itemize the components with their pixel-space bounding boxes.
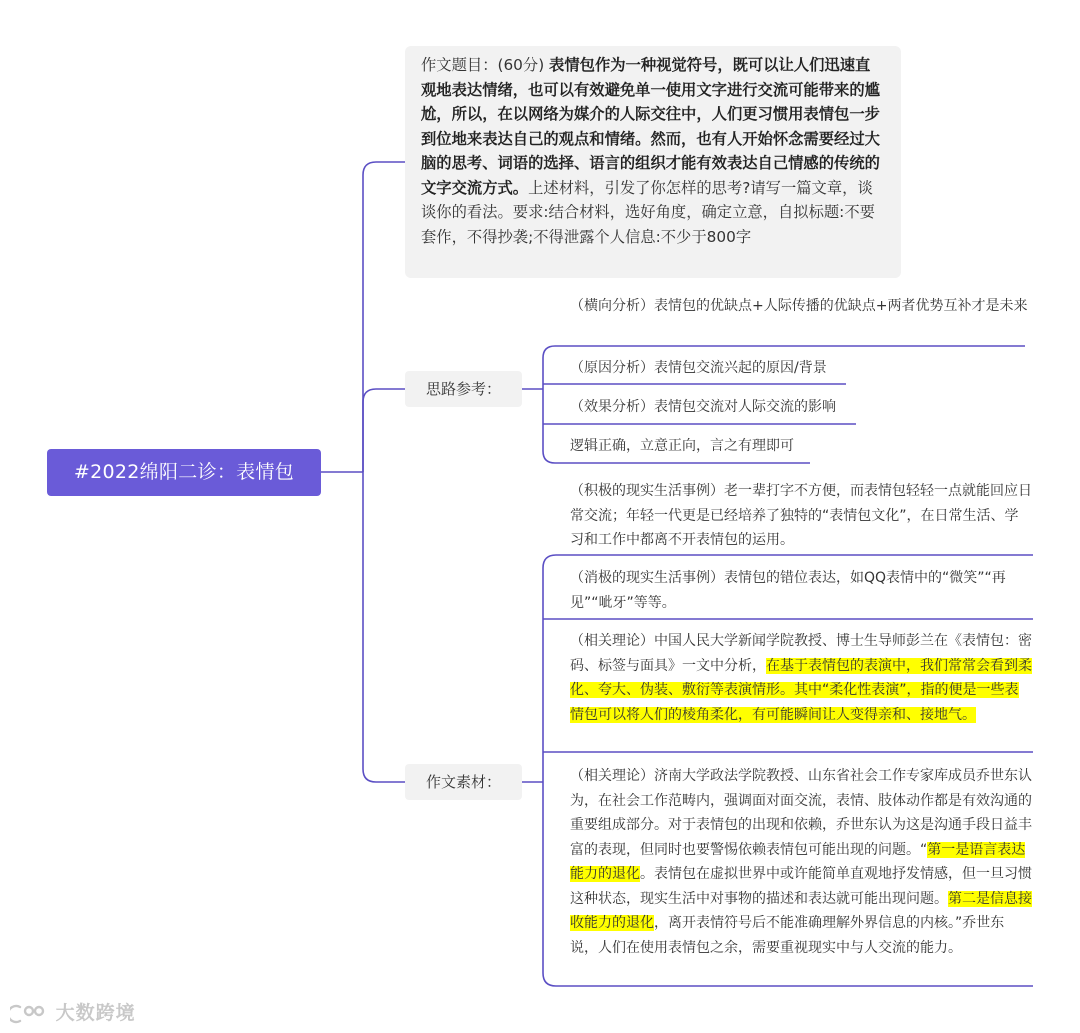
branch-material[interactable] <box>405 764 522 800</box>
theory1-text: （相关理论）中国人民大学新闻学院教授、博士生导师彭兰在《表情包：密码、标签与面具》一文中分析， <box>570 633 1032 674</box>
thinking-item-effect-text: （效果分析）表情包交流对人际交流的影响 <box>570 399 836 415</box>
root-node[interactable] <box>47 449 321 496</box>
material-positive-text: （积极的现实生活事例）老一辈打字不方便，而表情包轻轻一点就能回应日常交流；年轻一代更是已经培养了独特的“表情包文化”，在日常生活、学习和工作中都离不开表情包的运用。 <box>570 483 1032 548</box>
branch-thinking[interactable] <box>405 371 522 407</box>
material-theory-peng-lan[interactable] <box>570 629 1032 727</box>
thinking-item-horizontal-text: （横向分析）表情包的优缺点+人际传播的优缺点+两者优势互补才是未来 <box>570 298 1028 314</box>
material-negative-example[interactable] <box>570 566 1030 615</box>
thinking-item-logic[interactable] <box>570 434 810 459</box>
theory2-text-c: ，离开表情符号后不能准确理解外界信息的内核。”乔世东说，人们在使用表情包之余，需要重视现实中与人交流的能力。 <box>570 915 1005 956</box>
watermark-text: 大数跨境 <box>55 1002 136 1024</box>
watermark <box>10 998 136 1026</box>
theory2-highlight-1: 第一是语言表达能力的退化 <box>570 841 1026 882</box>
thinking-item-horizontal[interactable] <box>570 294 1030 319</box>
theory2-text-b: 。表情包在虚拟世界中或许能简单直观地抒发情感，但一旦习惯这种状态，现实生活中对事物的描述和表达就可能出现问题。 <box>570 866 1032 907</box>
topic-bold-text: 表情包作为一种视觉符号，既可以让人们迅速直观地表达情绪，也可以有效避免单一使用文字进行交流可能带来的尴尬，所以，在以网络为媒介的人际交往中，人们更习惯用表情包一步到位地来表达自己的观点和情绪。然而，也有人开始怀念需要经过大脑的思考、词语的选择、语言的组织才能有效表达自己情感的传统的文字交流方式。 <box>421 56 880 197</box>
thinking-item-effect[interactable] <box>570 395 860 420</box>
material-positive-example[interactable] <box>570 479 1032 553</box>
watermark-logo-icon <box>10 1002 48 1026</box>
material-negative-text: （消极的现实生活事例）表情包的错位表达，如QQ表情中的“微笑”“再见”“呲牙”等等。 <box>570 570 1006 611</box>
topic-rest-text: 上述材料，引发了你怎样的思考?请写一篇文章，谈谈你的看法。要求:结合材料，选好角度，确定立意，自拟标题:不要套作，不得抄袭;不得泄露个人信息:不少于800字 <box>421 178 875 246</box>
material-theory-qiao-shidong[interactable] <box>570 764 1032 960</box>
topic-prefix: 作文题目：(60分) <box>421 56 550 74</box>
theory2-highlight-2: 第二是信息接收能力的退化 <box>570 890 1032 931</box>
root-label: #2022绵阳二诊：表情包 <box>73 461 295 483</box>
thinking-item-logic-text: 逻辑正确，立意正向，言之有理即可 <box>570 438 794 454</box>
branch-material-label: 作文素材： <box>425 773 501 791</box>
thinking-item-cause[interactable] <box>570 356 850 381</box>
theory1-highlight: 在基于表情包的表演中，我们常常会看到柔化、夸大、伪装、敷衍等表演情形。其中“柔化性表演”，指的便是一些表情包可以将人们的棱角柔化，有可能瞬间让人变得亲和、接地气。 <box>570 657 1032 723</box>
branch-thinking-label: 思路参考： <box>425 380 501 398</box>
theory2-text-a: （相关理论）济南大学政法学院教授、山东省社会工作专家库成员乔世东认为，在社会工作范畴内，强调面对面交流，表情、肢体动作都是有效沟通的重要组成部分。对于表情包的出现和依赖，乔世东认为这是沟通手段日益丰富的表现，但同时也要警惕依赖表情包可能出现的问题。“ <box>570 768 1032 858</box>
topic-node[interactable] <box>405 46 901 278</box>
thinking-item-cause-text: （原因分析）表情包交流兴起的原因/背景 <box>570 360 827 376</box>
